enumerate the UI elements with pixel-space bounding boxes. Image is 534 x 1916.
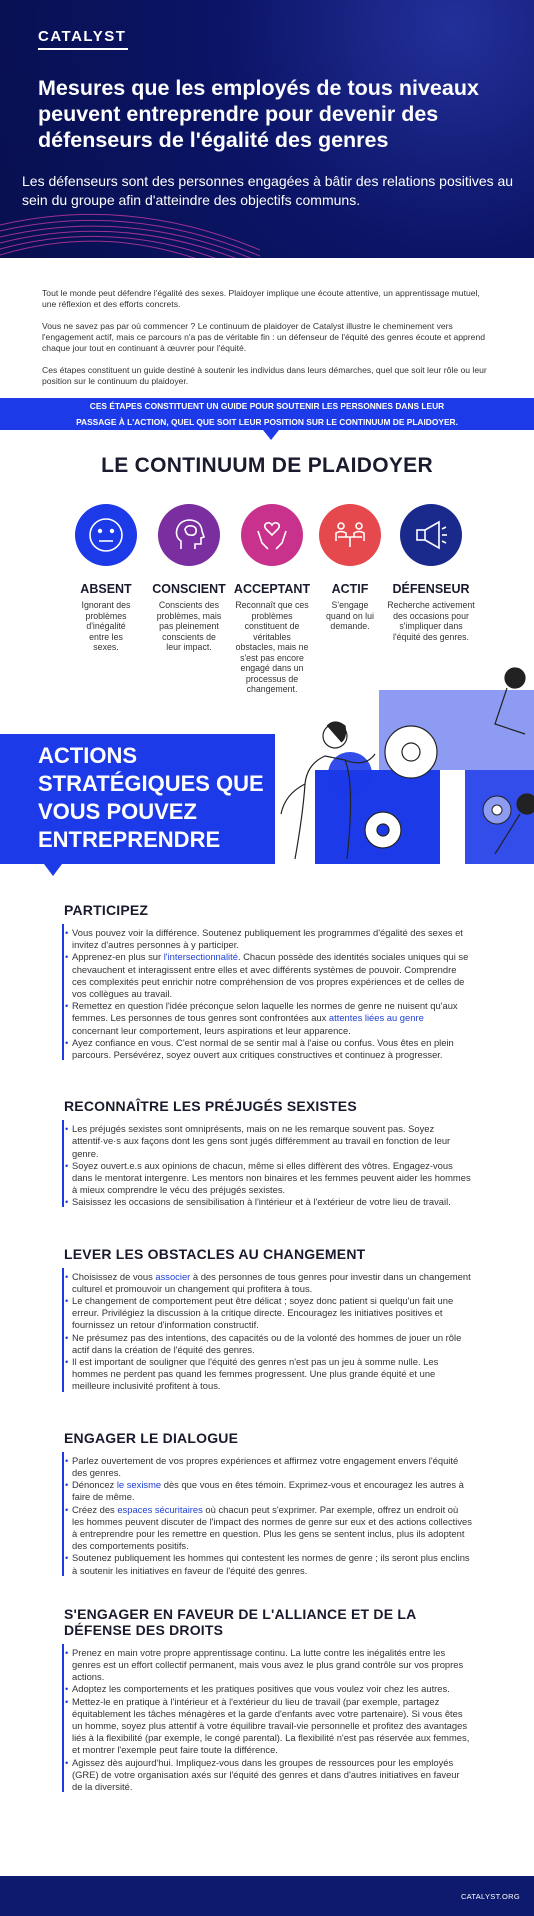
intro-paragraph: Vous ne savez pas par où commencer ? Le continuum de plaidoyer de Catalyst illustre le cheminement vers l'engagement actif, mais ce parcours n'a pas de véritable fin : un défenseur de l'équité des genres écoute et apprend chaque jour tout en continuant à œuvrer pour l'équité. [42, 321, 486, 353]
list-item [72, 1647, 472, 1684]
intro-text [0, 258, 534, 387]
list-item [72, 951, 472, 1000]
stage-name: ACTIF [331, 582, 369, 596]
stage-circle [158, 504, 220, 566]
section-title: RECONNAÎTRE LES PRÉJUGÉS SEXISTES [64, 1098, 357, 1115]
item-text: concernant leur comportement, leurs aspirations et leur apparence. [72, 1024, 351, 1036]
item-text: Prenez en main votre propre apprentissage continu. La lutte contre les inégalités entre les genres est un effort collectif permanent, mais vous avez le plus grand contrôle sur vos propres actions. [72, 1646, 464, 1683]
list-item [72, 1683, 472, 1695]
stage-circle [75, 504, 137, 566]
list-item [72, 1552, 472, 1576]
list-item [72, 1332, 472, 1356]
item-text: Agissez dès aujourd'hui. Impliquez-vous dans les groupes de ressources pour les employés (GRE) de votre organisation axés sur l'équité des genres et dans d'autres initiatives en faveur de la diversité. [72, 1756, 460, 1792]
footer-url[interactable]: CATALYST.ORG [460, 1892, 520, 1901]
item-text: Saisissez les occasions de sensibilisation à l'intérieur et à l'extérieur de votre lieu de travail. [72, 1196, 451, 1208]
list-item [72, 1504, 472, 1553]
item-link[interactable]: espaces sécuritaires [117, 1503, 203, 1515]
list-item [72, 1696, 472, 1757]
item-link[interactable]: le sexisme [116, 1479, 162, 1491]
decorative-arcs [0, 205, 260, 258]
people-table-icon [330, 515, 370, 555]
list-item [72, 1000, 472, 1037]
item-text: à des personnes de tous genres pour investir dans un changement culturel et promouvoir un changement qui profitera à tous. [72, 1270, 471, 1294]
item-link[interactable]: attentes liées au genre [328, 1012, 424, 1024]
section-list [72, 1647, 472, 1793]
item-text: Ayez confiance en vous. C'est normal de se sentir mal à l'aise ou confus. Vous êtes en plein parcours. Persévérez, soyez ouvert aux critiques constructives et continuez à progresser. [72, 1036, 454, 1061]
actions-pointer [44, 864, 62, 876]
item-text: Le changement de comportement peut être délicat ; soyez donc patient si quelqu'un fait une erreur. Privilégiez la discussion à la critique directe. Encouragez les initiatives positives et fournissez un retour d'information constructif. [72, 1295, 454, 1331]
banner-line: PASSAGE À L'ACTION, QUEL QUE SOIT LEUR POSITION SUR LE CONTINUUM DE PLAIDOYER. [76, 417, 458, 427]
stage-name: ABSENT [80, 582, 132, 596]
list-item [72, 1356, 472, 1393]
list-item [72, 1160, 472, 1197]
section-accent-line [62, 1452, 64, 1576]
stage-description: Recherche activement des occasions pour s'impliquer dans l'équité des genres. [387, 600, 475, 642]
section-list [72, 1455, 472, 1577]
item-text: Choisissez de vous [72, 1270, 156, 1282]
hero-header [0, 0, 534, 258]
section-list [72, 1123, 472, 1208]
item-text: Il est important de souligner que l'équité des genres n'est pas un jeu à somme nulle. Les hommes ne perdent pas quand les femmes progressent. Une plus grande équité et une meilleure inclusivité profitent à tous. [72, 1356, 439, 1392]
catalyst-logo[interactable]: CATALYST [38, 28, 127, 45]
list-item [72, 1757, 472, 1794]
item-text: Dénoncez [72, 1479, 117, 1491]
guide-banner [0, 398, 534, 430]
section-title: LEVER LES OBSTACLES AU CHANGEMENT [64, 1245, 366, 1262]
logo-underline [38, 48, 128, 50]
stage-name: CONSCIENT [152, 582, 226, 596]
section-accent-line [62, 1644, 64, 1792]
item-text: Créez des [72, 1503, 118, 1515]
item-text: Parlez ouvertement de vos propres expériences et affirmez votre engagement envers l'équité des genres. [72, 1454, 459, 1478]
item-text: dès que vous en êtes témoin. Exprimez-vous et encouragez les autres à faire de même. [72, 1479, 464, 1503]
item-text: Remettez en question l'idée préconçue selon laquelle les normes de genre ne nuisent qu'aux femmes. Les personnes de tous genres sont confrontées aux [72, 1000, 458, 1024]
list-item [72, 1271, 472, 1295]
stage-circle [241, 504, 303, 566]
item-link[interactable]: associer [155, 1270, 193, 1282]
section [0, 902, 534, 1061]
actions-title: ACTIONS STRATÉGIQUES QUE VOUS POUVEZ ENTREPRENDRE [38, 743, 264, 852]
item-text: Ne présumez pas des intentions, des capacités ou de la volonté des hommes de jouer un rôle actif dans la création de l'équité des genres. [72, 1331, 462, 1355]
list-item [72, 1123, 472, 1160]
item-text: Les préjugés sexistes sont omniprésents, mais on ne les remarque souvent pas. Soyez attentif·ve·s aux façons dont les gens sont jugés différemment au travail en fonction de leur genre. [72, 1123, 451, 1159]
stage-description: Ignorant des problèmes d'inégalité entre les sexes. [81, 600, 131, 652]
stage-description: S'engage quand on lui demande. [326, 600, 374, 631]
head-brain-icon [169, 515, 209, 555]
stage-defenseur [386, 504, 476, 642]
page-title: Mesures que les employés de tous niveaux peuvent entreprendre pour devenir des défenseurs de l'égalité des genres [38, 76, 479, 152]
section-accent-line [62, 1120, 64, 1207]
section-accent-line [62, 1268, 64, 1392]
item-text: Soyez ouvert.e.s aux opinions de chacun, même si elles diffèrent des vôtres. Engagez-vous dans le mentorat intergenre. Les mentors non binaires et les femmes peuvent aider les hommes à mieux comprendre le vécu des préjugés sexistes. [72, 1159, 471, 1196]
item-link[interactable]: l'intersectionnalité [163, 951, 238, 963]
section-list [72, 1271, 472, 1393]
section-list [72, 927, 472, 1061]
stage-circle [400, 504, 462, 566]
item-text: Apprenez-en plus sur [72, 951, 164, 963]
item-text: Adoptez les comportements et les pratiques positives que vous voulez voir chez les autres. [72, 1683, 450, 1695]
people-gears-illustration [275, 664, 534, 864]
section [0, 1246, 534, 1393]
intro-paragraph: Tout le monde peut défendre l'égalité des sexes. Plaidoyer implique une écoute attentive, un apprentissage mutuel, une réflexion et des efforts concrets. [42, 288, 480, 309]
stage-circle [319, 504, 381, 566]
item-text: Soutenez publiquement les hommes qui contestent les normes de genre ; ils seront plus enclins à soutenir les initiatives en faveur de l'équité des genres. [72, 1552, 470, 1576]
list-item [72, 1295, 472, 1332]
section [0, 1606, 534, 1793]
stage-description: Conscients des problèmes, mais pas pleinement conscients de leur impact. [156, 600, 222, 652]
sections-container [0, 902, 534, 1793]
section-accent-line [62, 924, 64, 1060]
list-item [72, 1037, 472, 1061]
item-text: Vous pouvez voir la différence. Soutenez publiquement les programmes d'égalité des sexes et invitez d'autres personnes à y participer. [72, 927, 463, 951]
stage-absent [61, 504, 151, 653]
footer-bar [0, 1876, 534, 1916]
section-title: PARTICIPEZ [64, 902, 149, 918]
list-item [72, 1196, 472, 1208]
section [0, 1098, 534, 1208]
banner-pointer [263, 430, 279, 440]
item-text: Mettez-le en pratique à l'intérieur et à l'extérieur du lieu de travail (par exemple, partagez équitablement les tâches ménagères et la garde d'enfants avec votre partenaire). Si vous êtes un homme, soyez plus attentif à votre équilibre travail-vie personnelle et profitez des avantages liés à la flexibilité (par exemple, le congé parental). La flexibilité n'est pas réservée aux femmes, et montrer l'exemple peut faire toute la différence. [72, 1695, 470, 1756]
list-item [72, 1455, 472, 1479]
actions-banner [0, 664, 534, 864]
banner-line: CES ÉTAPES CONSTITUENT UN GUIDE POUR SOUTENIR LES PERSONNES DANS LEUR [89, 401, 445, 411]
hands-heart-icon [252, 515, 292, 555]
page-subtitle: Les défenseurs sont des personnes engagées à bâtir des relations positives au sein du groupe afin d'atteindre des objectifs communs. [22, 173, 514, 208]
item-text: . Chacun possède des identités sociales uniques qui se chevauchent et interagissent entre elles et avec différents systèmes de pouvoir. Comprendre ces complexités peut enrichir notre compréhension de vos propres expériences et de celles de vos collègues au travail. [72, 951, 469, 1000]
stage-conscient [144, 504, 234, 653]
section-title: S'ENGAGER EN FAVEUR DE L'ALLIANCE ET DE LA DÉFENSE DES DROITS [64, 1605, 416, 1638]
list-item [72, 1479, 472, 1503]
neutral-face-icon [86, 515, 126, 555]
stage-description: Reconnaît que ces problèmes constituent de véritables obstacles, mais ne s'est pas encore engagé dans un processus de changement. [235, 600, 309, 694]
section-title: ENGAGER LE DIALOGUE [64, 1429, 239, 1446]
list-item [72, 927, 472, 951]
stage-actif [305, 504, 395, 632]
continuum-title: LE CONTINUUM DE PLAIDOYER [101, 454, 433, 477]
intro-paragraph: Ces étapes constituent un guide destiné à soutenir les individus dans leurs démarches, quel que soit leur rôle ou leur position sur le continuum du plaidoyer. [42, 365, 487, 386]
megaphone-icon [411, 515, 451, 555]
item-text: où chacun peut s'exprimer. Par exemple, offrez un endroit où les hommes peuvent discuter de l'impact des normes de genre sur eux et des actions collectives à entreprendre pour les remettre en question. Plus les gens se sentent inclus, plus ils adoptent des comportements positifs. [72, 1503, 472, 1552]
stage-name: ACCEPTANT [233, 582, 311, 596]
stage-name: DÉFENSEUR [392, 582, 470, 596]
section [0, 1430, 534, 1577]
